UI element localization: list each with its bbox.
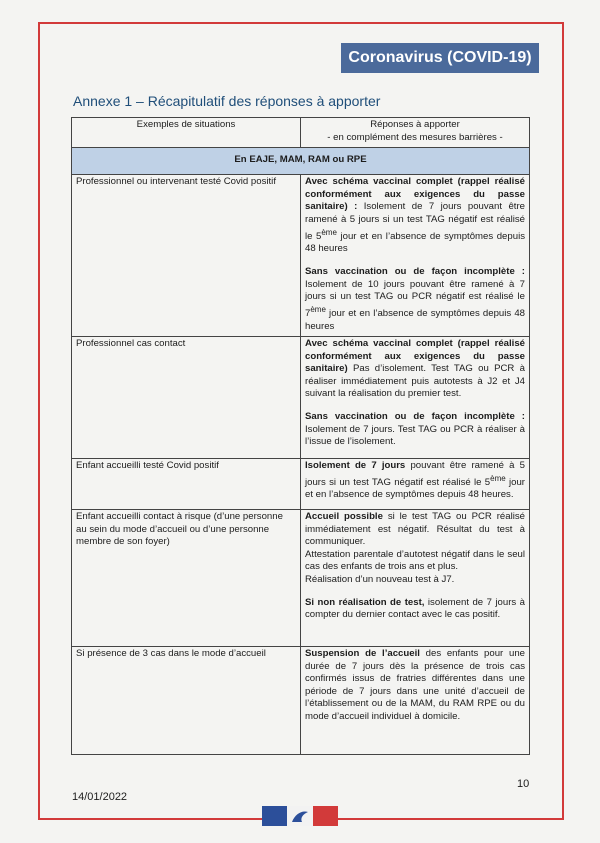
response-text: Pas d’isolement. Test TAG ou PCR à réaliser immédiatement puis autotests à J2 et J4 suivant la réalisation du premier test. bbox=[305, 363, 525, 400]
response-lead: Si non réalisation de test, bbox=[305, 596, 425, 608]
table-row bbox=[72, 459, 530, 510]
response-text: jour et en l’absence de symptômes depuis 48 heures. bbox=[305, 476, 525, 501]
table-row bbox=[72, 175, 530, 337]
response-lead: Suspension de l’accueil bbox=[305, 648, 420, 660]
response-text: jour et en l’absence de symptômes depuis 48 heures bbox=[305, 307, 525, 332]
footer-date: 14/01/2022 bbox=[72, 791, 128, 803]
response-text: jour et en l’absence de symptômes depuis 48 heures bbox=[305, 230, 525, 255]
response-text: Isolement de 7 jours pouvant être ramené à 5 jours si un test TAG négatif est réalisé le 5 bbox=[305, 201, 525, 242]
banner: Coronavirus (COVID-19) bbox=[341, 43, 539, 73]
response-lead: Avec schéma vaccinal complet (rappel réalisé conformément aux exigences du passe sanitaire) : bbox=[305, 176, 525, 213]
header-responses-line2: - en complément des mesures barrières - bbox=[327, 131, 503, 143]
response-text: si le test TAG ou PCR réalisé immédiatement est négatif. Résultat du test à communiquer. bbox=[305, 511, 525, 548]
republique-francaise-logo bbox=[262, 806, 338, 826]
superscript: ème bbox=[310, 304, 326, 314]
situation-cell: Enfant accueilli contact à risque (d’une personne au sein du mode d’accueil ou d’une personne membre de son foyer) bbox=[72, 510, 301, 647]
response-text: Isolement de 10 jours pouvant être ramené à 7 jours si un test TAG ou PCR négatif est réalisé le 7 bbox=[305, 278, 525, 319]
response-text: isolement de 7 jours à compter du dernier contact avec le cas positif. bbox=[305, 596, 526, 621]
response-text: Attestation parentale d’autotest négatif dans le seul cas des enfants de trois ans et plus. bbox=[305, 548, 525, 573]
table-row bbox=[72, 510, 530, 647]
response-cell bbox=[301, 175, 530, 337]
header-situations: Exemples de situations bbox=[72, 118, 301, 148]
superscript: ème bbox=[321, 227, 337, 237]
response-lead: Sans vaccination ou de façon incomplète : bbox=[305, 411, 525, 423]
situation-cell: Professionnel cas contact bbox=[72, 337, 301, 459]
response-text: Isolement de 7 jours. Test TAG ou PCR à réaliser à l’issue de l’isolement. bbox=[305, 423, 525, 448]
situation-cell: Si présence de 3 cas dans le mode d’accueil bbox=[72, 647, 301, 755]
header-responses bbox=[301, 118, 530, 148]
annex-title: Annexe 1 – Récapitulatif des réponses à apporter bbox=[73, 93, 381, 109]
table-row bbox=[72, 647, 530, 755]
superscript: ème bbox=[490, 473, 506, 483]
response-lead: Sans vaccination ou de façon incomplète : bbox=[305, 265, 525, 277]
response-lead: Avec schéma vaccinal complet (rappel réalisé conformément aux exigences du passe sanitaire) bbox=[305, 338, 525, 375]
response-text: pouvant être ramené à 5 jours si un test TAG négatif est réalisé le 5 bbox=[305, 460, 525, 488]
situation-cell: Professionnel ou intervenant testé Covid positif bbox=[72, 175, 301, 337]
response-cell bbox=[301, 510, 530, 647]
response-cell bbox=[301, 459, 530, 510]
response-table bbox=[71, 117, 530, 755]
table-row bbox=[72, 337, 530, 459]
response-text: des enfants pour une durée de 7 jours dès la présence de trois cas confirmés issus de fratries différentes dans une période de 7 jours dans une unité d’accueil de l’établissement ou de la MAM, du RAM RPE ou du mode d’accueil individuel à domicile. bbox=[305, 648, 525, 723]
section-label: En EAJE, MAM, RAM ou RPE bbox=[72, 148, 530, 175]
response-cell bbox=[301, 647, 530, 755]
header-responses-line1: Réponses à apporter bbox=[370, 119, 460, 130]
situation-cell: Enfant accueilli testé Covid positif bbox=[72, 459, 301, 510]
table-header-row bbox=[72, 118, 530, 148]
response-cell bbox=[301, 337, 530, 459]
response-lead: Isolement de 7 jours bbox=[305, 460, 406, 472]
section-row bbox=[72, 148, 530, 175]
response-lead: Accueil possible bbox=[305, 511, 383, 523]
page-number: 10 bbox=[517, 778, 530, 790]
response-text: Réalisation d’un nouveau test à J7. bbox=[305, 574, 455, 586]
